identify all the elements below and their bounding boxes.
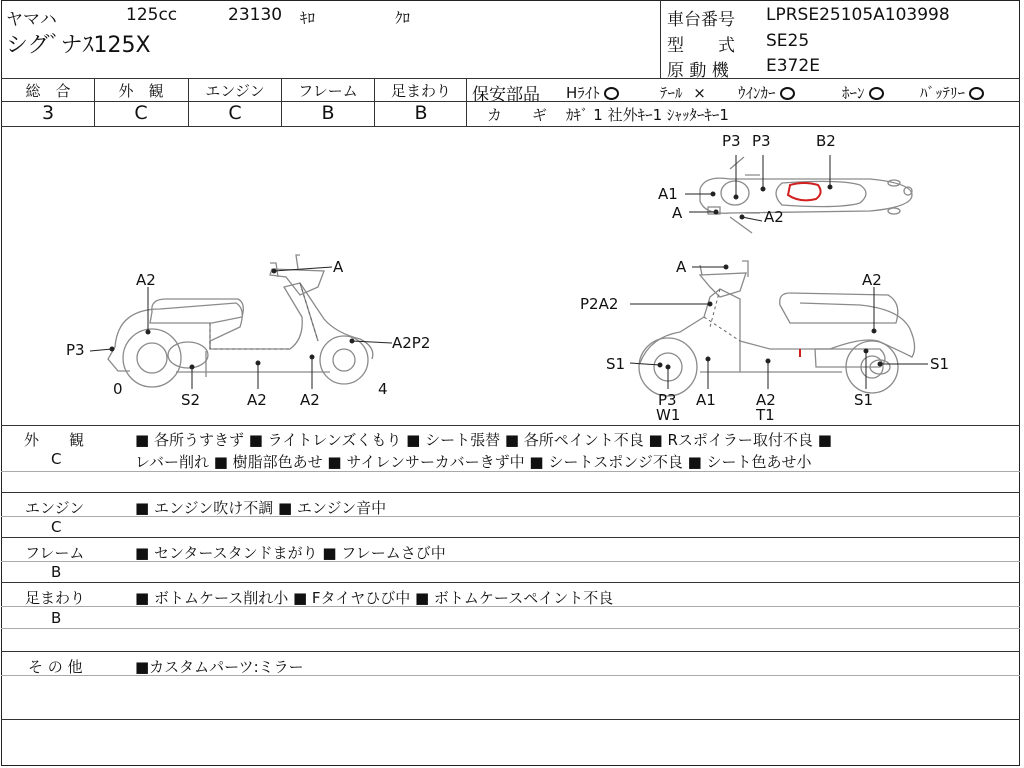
- top-view-scooter: [700, 157, 912, 233]
- label-top-p3a: P3: [722, 132, 741, 150]
- remark-engine-line-1: ■ エンジン吹け不調 ■ エンジン音中: [135, 499, 387, 517]
- label-left-a2-front: A2: [300, 391, 320, 409]
- label-left-a2p2: A2P2: [392, 334, 431, 352]
- safety-headlight-label: Hﾗｲﾄ: [566, 84, 600, 102]
- label-right-p3: P3: [658, 391, 677, 409]
- mileage-unit: ｷﾛ: [300, 9, 316, 27]
- label-top-a: A: [672, 204, 683, 222]
- label-left-a2-floor: A2: [247, 391, 267, 409]
- grade-frame-label: フレーム: [298, 82, 358, 100]
- label-right-a: A: [676, 258, 687, 276]
- grade-suspension-value: B: [414, 102, 428, 124]
- displacement: 125cc: [126, 5, 178, 25]
- safety-title: 保安部品: [472, 85, 540, 105]
- ok-circle-icon: [869, 87, 884, 100]
- label-left-0: 0: [113, 380, 123, 398]
- label-right-a1: A1: [696, 391, 716, 409]
- remark-exterior-label: 外 観: [24, 431, 85, 449]
- safety-winker-label: ｳｲﾝｶｰ: [738, 84, 776, 102]
- label-left-s2: S2: [181, 391, 201, 409]
- ok-circle-icon: [780, 87, 795, 100]
- grade-total-label: 総 合: [25, 82, 71, 100]
- remark-suspension-label: 足まわり: [25, 589, 86, 607]
- frame-number: LPRSE25105A103998: [766, 5, 950, 25]
- remark-engine-label: エンジン: [25, 499, 85, 517]
- safety-horn: [842, 82, 884, 103]
- remark-suspension-line-1: ■ ボトムケース削れ小 ■ Fタイヤひび中 ■ ボトムケースペイント不良: [135, 589, 614, 607]
- safety-battery-label: ﾊﾞｯﾃﾘｰ: [920, 84, 966, 102]
- damage-diagram: [0, 127, 1020, 425]
- type-label: 型 式: [667, 36, 735, 56]
- remark-other-label: そ の 他: [28, 658, 83, 676]
- remark-engine-grade: C: [51, 518, 62, 536]
- remark-frame-label: フレーム: [25, 544, 85, 562]
- type-value: SE25: [766, 31, 810, 51]
- safety-headlight: [566, 82, 619, 103]
- label-left-4: 4: [378, 380, 388, 398]
- remark-other-line-1: ■カスタムパーツ:ミラー: [135, 658, 304, 676]
- label-top-p3b: P3: [752, 132, 771, 150]
- ok-circle-icon: [969, 87, 984, 100]
- engine-label: 原 動 機: [667, 61, 729, 81]
- label-right-s1-front: S1: [606, 355, 626, 373]
- label-right-s1-rear: S1: [930, 355, 950, 373]
- remark-exterior-grade: C: [51, 450, 62, 468]
- ok-circle-icon: [604, 87, 619, 100]
- label-right-t1: T1: [756, 406, 775, 424]
- label-top-a2: A2: [764, 208, 784, 226]
- label-right-w1: W1: [656, 406, 681, 424]
- safety-winker: [738, 82, 795, 103]
- label-left-p3: P3: [66, 341, 85, 359]
- color: ｸﾛ: [395, 9, 411, 27]
- mileage: 23130: [228, 5, 283, 25]
- remark-suspension-grade: B: [51, 609, 62, 627]
- remark-frame-grade: B: [51, 563, 62, 581]
- safety-taillight: [660, 82, 706, 103]
- keys-value: ｶｷﾞ 1 社外ｷｰ1 ｼｬｯﾀｰｷｰ1: [566, 106, 729, 124]
- grade-frame-value: B: [321, 102, 335, 124]
- label-top-a1: A1: [658, 185, 678, 203]
- engine-value: E372E: [766, 56, 820, 76]
- label-right-a2-seat: A2: [862, 271, 882, 289]
- safety-battery: [920, 82, 984, 103]
- grade-engine-label: エンジン: [205, 82, 265, 100]
- grade-total-value: 3: [41, 102, 55, 124]
- grade-exterior-value: C: [134, 102, 148, 124]
- label-top-b2: B2: [816, 132, 836, 150]
- label-left-a2-seat: A2: [136, 271, 156, 289]
- remark-frame-line-1: ■ センタースタンドまがり ■ フレームさび中: [135, 544, 446, 562]
- remark-exterior-line-1: ■ 各所うすきず ■ ライトレンズくもり ■ シート張替 ■ 各所ペイント不良 ■ Rスポイラー取付不良 ■: [135, 431, 832, 449]
- label-right-a2-floor: A2: [756, 391, 776, 409]
- label-right-p2a2: P2A2: [580, 295, 619, 313]
- safety-taillight-mark: ×: [693, 84, 706, 102]
- label-left-a: A: [333, 258, 344, 276]
- maker: ヤマハ: [6, 10, 57, 30]
- keys-label: カ ギ: [487, 106, 548, 124]
- remark-exterior-line-2: レバー削れ ■ 樹脂部色あせ ■ サイレンサーカバーきず中 ■ シートスポンジ不良 ■ シート色あせ小: [135, 453, 812, 471]
- frame-number-label: 車台番号: [667, 10, 735, 30]
- grade-exterior-label: 外 観: [118, 82, 164, 100]
- safety-horn-label: ﾎｰﾝ: [842, 84, 865, 102]
- label-right-s1-stand: S1: [854, 391, 874, 409]
- safety-taillight-label: ﾃｰﾙ: [660, 84, 683, 102]
- model-name: シグﾞナｽ125X: [6, 33, 151, 58]
- grade-engine-value: C: [228, 102, 242, 124]
- grade-suspension-label: 足まわり: [390, 82, 451, 100]
